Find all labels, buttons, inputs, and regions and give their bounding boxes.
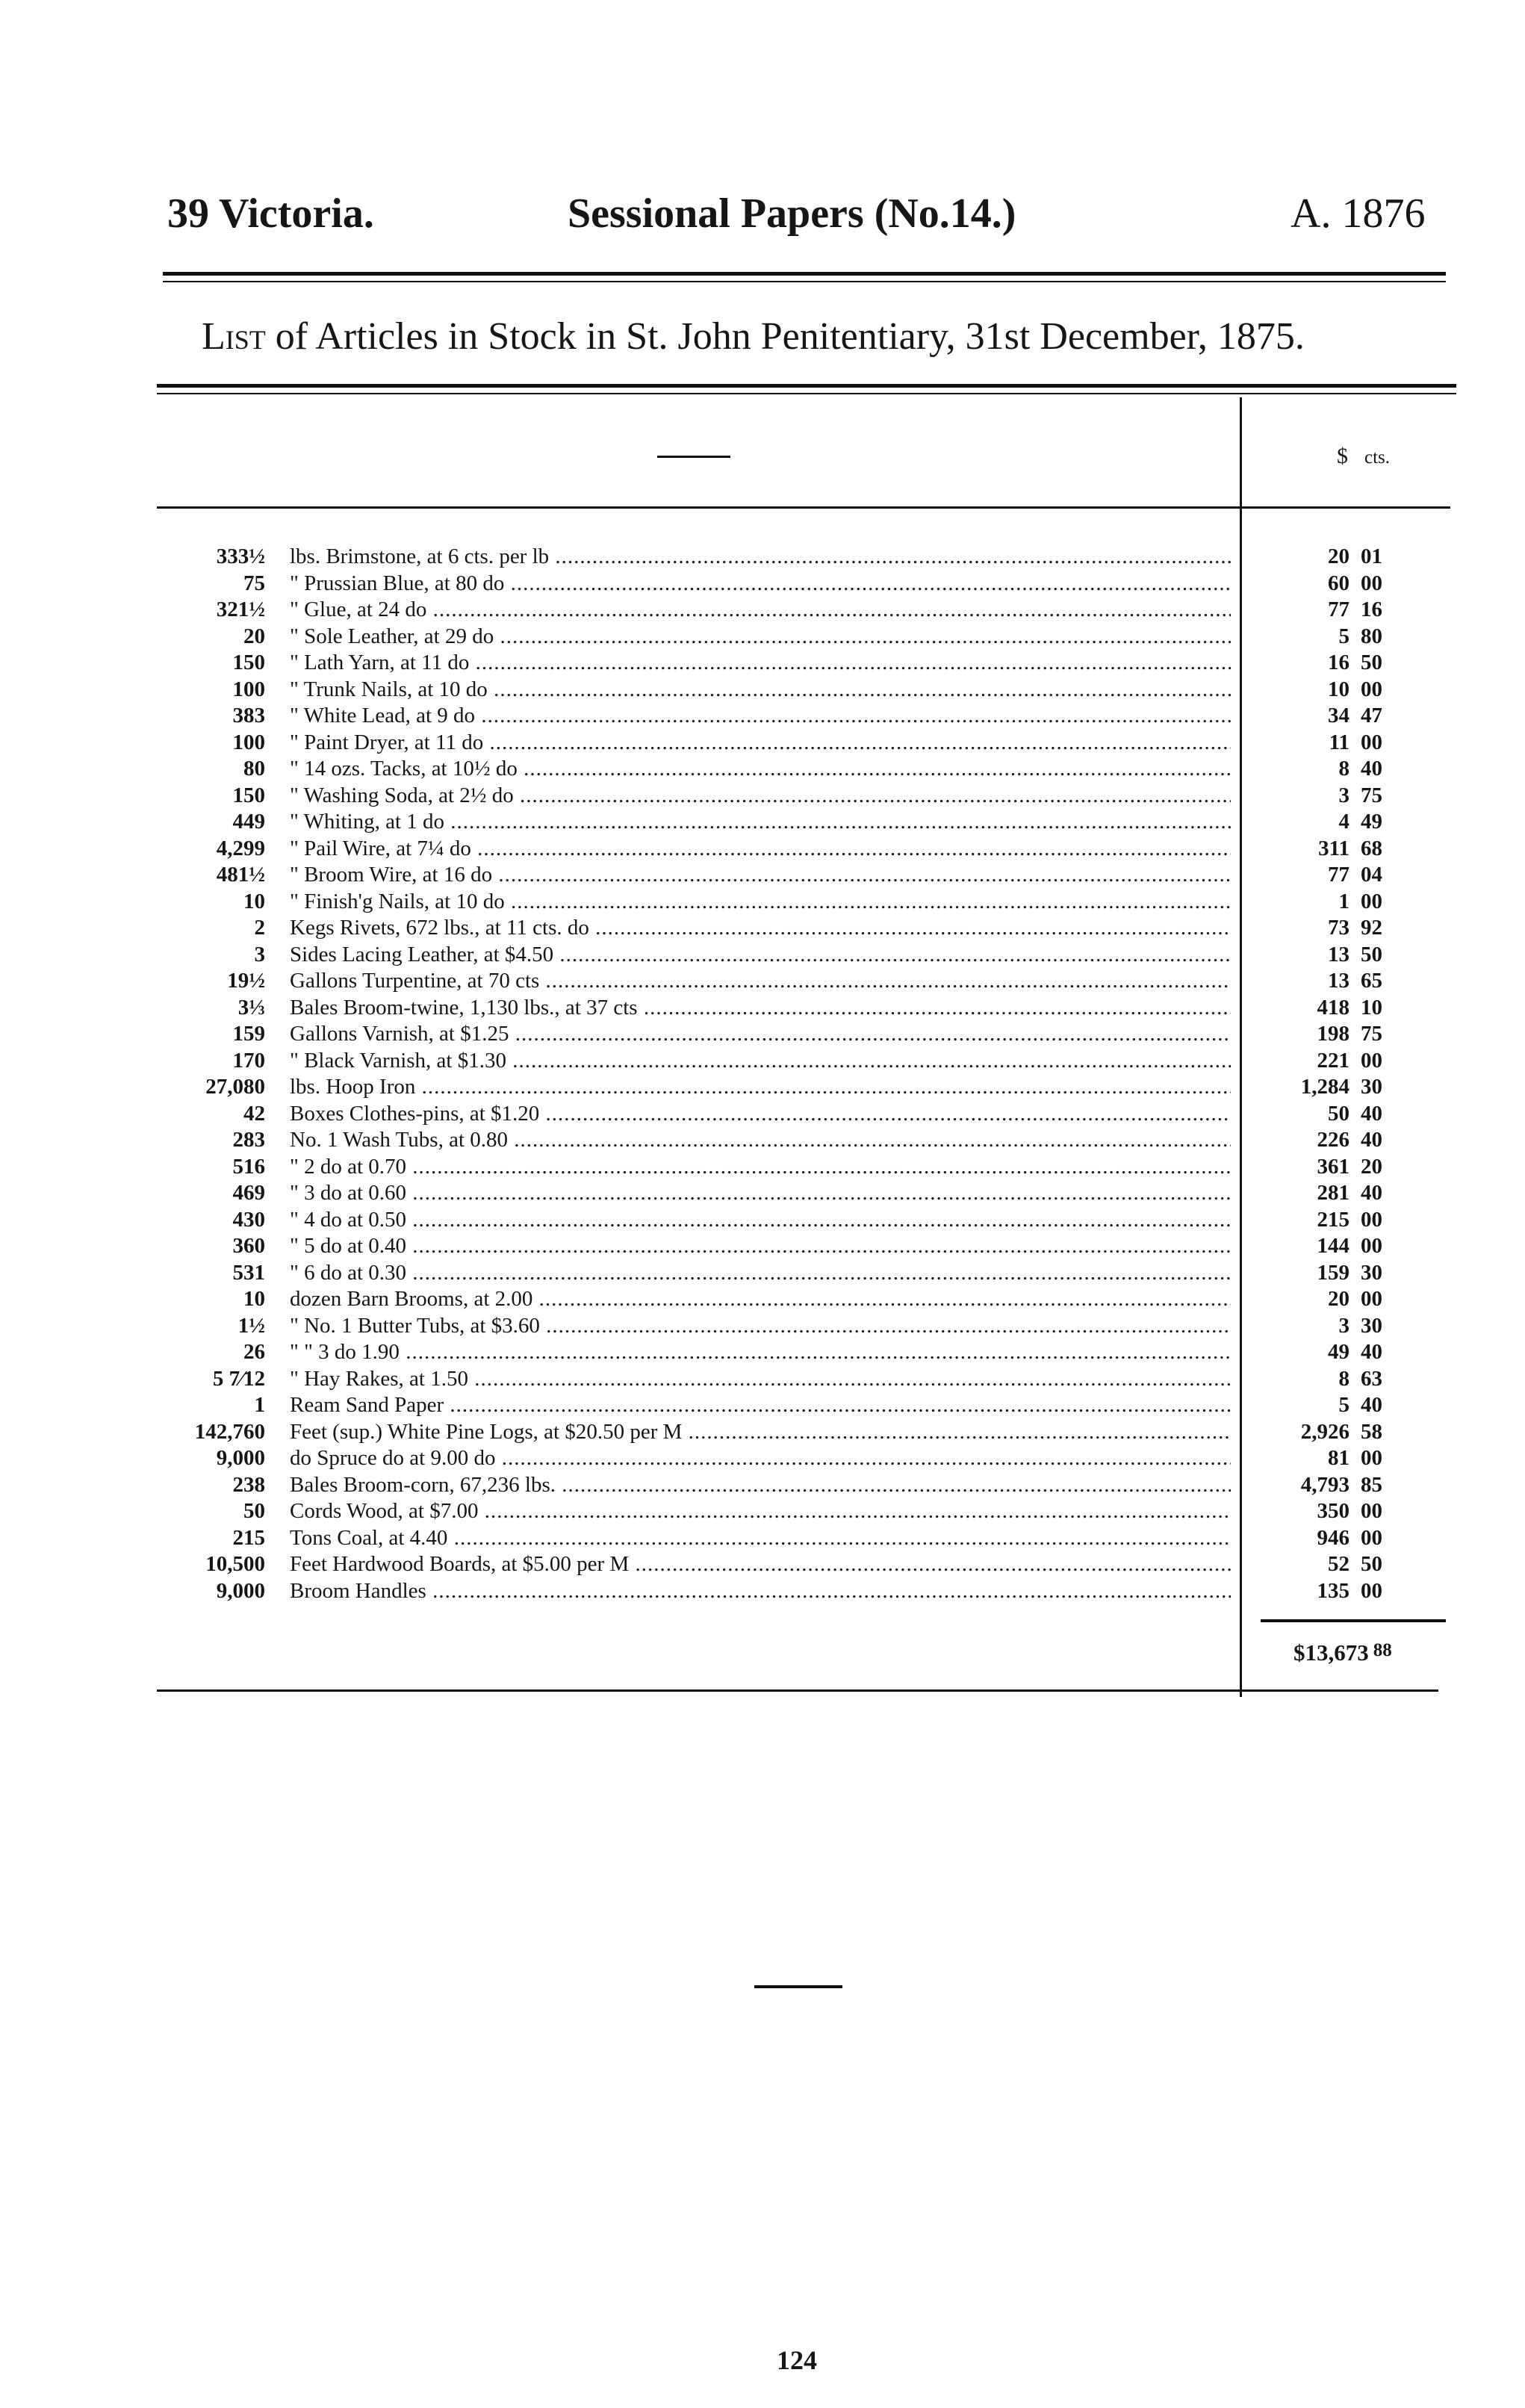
item-dollars: 226 [1317, 1128, 1349, 1152]
page-number: 124 [777, 2345, 817, 2375]
item-cents: 00 [1361, 1287, 1382, 1311]
list-item [0, 756, 1464, 781]
item-description: Gallons Turpentine, at 70 cts ..... [290, 968, 1231, 993]
item-cents: 00 [1361, 1499, 1382, 1523]
item-quantity: 321½ [216, 598, 265, 621]
item-quantity: 75 [243, 571, 265, 595]
item-description: Sides Lacing Leather, at $4.50 ..... [290, 942, 1231, 967]
item-quantity: 430 [232, 1208, 265, 1232]
item-description: Bales Broom-corn, 67,236 lbs. ..... [290, 1472, 1231, 1498]
total-rule [1261, 1619, 1446, 1622]
item-dollars: 4,793 [1300, 1473, 1349, 1497]
item-quantity: 42 [243, 1102, 265, 1126]
item-quantity: 100 [232, 730, 265, 754]
item-description: do Spruce do at 9.00 do ..... [290, 1445, 1231, 1471]
item-dollars: 16 [1328, 651, 1349, 674]
item-dollars: 49 [1328, 1340, 1349, 1364]
item-quantity: 1 [254, 1393, 265, 1417]
item-dollars: 20 [1328, 1287, 1349, 1311]
grand-total-cents: 88 [1373, 1640, 1392, 1660]
item-dollars: 34 [1328, 704, 1349, 727]
item-dollars: 5 [1338, 624, 1349, 648]
item-description: " Lath Yarn, at 11 do ..... [290, 650, 1231, 675]
item-dollars: 311 [1318, 837, 1349, 860]
list-item [0, 995, 1464, 1020]
list-item [0, 730, 1464, 755]
list-item [0, 1498, 1464, 1524]
list-item [0, 1074, 1464, 1099]
header-rule-thin [163, 281, 1446, 282]
list-item [0, 809, 1464, 834]
item-description: " Finish'g Nails, at 10 do ..... [290, 889, 1231, 914]
item-description: Kegs Rivets, 672 lbs., at 11 cts. do ..... [290, 915, 1231, 940]
item-dollars: 4 [1338, 810, 1349, 834]
list-item [0, 1313, 1464, 1338]
item-description: Cords Wood, at $7.00 ..... [290, 1498, 1231, 1524]
item-dollars: 3 [1338, 1314, 1349, 1338]
item-quantity: 1½ [237, 1314, 265, 1338]
item-cents: 00 [1361, 1234, 1382, 1258]
list-item [0, 1180, 1464, 1205]
list-item [0, 1101, 1464, 1126]
item-description: " 2 do at 0.70 ..... [290, 1154, 1231, 1179]
item-cents: 40 [1361, 1181, 1382, 1205]
item-description: " Pail Wire, at 7¼ do ..... [290, 836, 1231, 861]
item-cents: 30 [1361, 1314, 1382, 1338]
item-quantity: 19½ [227, 969, 265, 993]
item-description: " 6 do at 0.30 ..... [290, 1260, 1231, 1285]
item-description: " Trunk Nails, at 10 do ..... [290, 677, 1231, 702]
header-volume: 39 Victoria. [167, 190, 374, 237]
list-item [0, 1048, 1464, 1073]
item-dollars: 11 [1329, 730, 1349, 754]
item-description: " 5 do at 0.40 ..... [290, 1233, 1231, 1259]
title-rest: of Articles in Stock in St. John Penitentiary, 31st December, 1875. [265, 315, 1305, 358]
item-description: Broom Handles ..... [290, 1578, 1231, 1604]
item-quantity: 215 [232, 1526, 265, 1550]
item-cents: 40 [1361, 1128, 1382, 1152]
list-item [0, 1419, 1464, 1445]
list-item [0, 1339, 1464, 1365]
list-item [0, 1260, 1464, 1285]
item-dollars: 77 [1328, 863, 1349, 887]
list-item [0, 836, 1464, 861]
list-item [0, 1207, 1464, 1232]
item-cents: 04 [1361, 863, 1382, 887]
item-cents: 65 [1361, 969, 1382, 993]
item-description: " 14 ozs. Tacks, at 10½ do ..... [290, 756, 1231, 781]
item-quantity: 360 [232, 1234, 265, 1258]
list-item [0, 544, 1464, 569]
item-description: " No. 1 Butter Tubs, at $3.60 ..... [290, 1313, 1231, 1338]
item-dollars: 73 [1328, 916, 1349, 940]
item-description: " Black Varnish, at $1.30 ..... [290, 1048, 1231, 1073]
document-title [202, 317, 1305, 356]
list-item [0, 889, 1464, 914]
list-item [0, 862, 1464, 887]
item-quantity: 10,500 [205, 1552, 265, 1576]
list-item [0, 624, 1464, 649]
item-dollars: 135 [1317, 1579, 1349, 1603]
item-quantity: 283 [232, 1128, 265, 1152]
item-cents: 00 [1361, 571, 1382, 595]
item-quantity: 50 [243, 1499, 265, 1523]
item-quantity: 481½ [216, 863, 265, 887]
item-cents: 40 [1361, 757, 1382, 781]
item-dollars: 1,284 [1300, 1075, 1349, 1099]
list-item [0, 915, 1464, 940]
item-cents: 30 [1361, 1261, 1382, 1285]
item-quantity: 142,760 [194, 1420, 265, 1444]
item-cents: 50 [1361, 1552, 1382, 1576]
item-dollars: 77 [1328, 598, 1349, 621]
list-item [0, 703, 1464, 728]
item-quantity: 20 [243, 624, 265, 648]
item-dollars: 50 [1328, 1102, 1349, 1126]
item-description: " Hay Rakes, at 1.50 ..... [290, 1366, 1231, 1391]
title-lead: List [202, 315, 266, 358]
item-description: " Paint Dryer, at 11 do ..... [290, 730, 1231, 755]
list-item [0, 1551, 1464, 1577]
list-item [0, 571, 1464, 596]
list-item [0, 597, 1464, 622]
item-dollars: 144 [1317, 1234, 1349, 1258]
item-cents: 75 [1361, 1022, 1382, 1046]
item-description: Feet (sup.) White Pine Logs, at $20.50 per M ..... [290, 1419, 1231, 1445]
item-description: Tons Coal, at 4.40 ..... [290, 1525, 1231, 1551]
item-dollars: 1 [1338, 890, 1349, 913]
grand-total-dollars: $13,673 [1293, 1639, 1369, 1666]
item-quantity: 2 [254, 916, 265, 940]
item-quantity: 9,000 [216, 1446, 265, 1470]
item-cents: 10 [1361, 996, 1382, 1020]
item-cents: 00 [1361, 1049, 1382, 1073]
item-dollars: 281 [1317, 1181, 1349, 1205]
item-cents: 49 [1361, 810, 1382, 834]
item-quantity: 10 [243, 890, 265, 913]
item-dollars: 13 [1328, 943, 1349, 966]
grand-total [1293, 1641, 1392, 1664]
item-description: " Glue, at 24 do ..... [290, 597, 1231, 622]
item-quantity: 100 [232, 677, 265, 701]
item-quantity: 80 [243, 757, 265, 781]
list-item [0, 1233, 1464, 1259]
list-item [0, 1154, 1464, 1179]
header-year: A. 1876 [1290, 190, 1426, 237]
title-rule-thin [157, 393, 1456, 394]
item-dollars: 946 [1317, 1526, 1349, 1550]
item-description: " Washing Soda, at 2½ do ..... [290, 783, 1231, 808]
item-cents: 58 [1361, 1420, 1382, 1444]
item-quantity: 3 [254, 943, 265, 966]
item-description: " 4 do at 0.50 ..... [290, 1207, 1231, 1232]
item-description: No. 1 Wash Tubs, at 0.80 ..... [290, 1127, 1231, 1152]
item-cents: 00 [1361, 730, 1382, 754]
header-sessional-papers: Sessional Papers (No.14.) [568, 190, 1016, 237]
footer-dash [754, 1985, 842, 1988]
item-quantity: 333½ [216, 544, 265, 568]
list-item [0, 1445, 1464, 1471]
item-dollars: 60 [1328, 571, 1349, 595]
item-cents: 40 [1361, 1102, 1382, 1126]
item-dollars: 13 [1328, 969, 1349, 993]
item-quantity: 26 [243, 1340, 265, 1364]
item-description: Boxes Clothes-pins, at $1.20 ..... [290, 1101, 1231, 1126]
item-dollars: 198 [1317, 1022, 1349, 1046]
item-quantity: 4,299 [216, 837, 265, 860]
item-description: " Prussian Blue, at 80 do ..... [290, 571, 1231, 596]
item-description: Bales Broom-twine, 1,130 lbs., at 37 cts ..... [290, 995, 1231, 1020]
item-dollars: 8 [1338, 757, 1349, 781]
item-cents: 50 [1361, 651, 1382, 674]
column-header-cents: cts. [1364, 447, 1391, 468]
item-cents: 00 [1361, 890, 1382, 913]
list-item [0, 1286, 1464, 1312]
list-item [0, 968, 1464, 993]
item-dollars: 52 [1328, 1552, 1349, 1576]
item-quantity: 516 [232, 1155, 265, 1179]
item-description: Gallons Varnish, at $1.25 ..... [290, 1021, 1231, 1046]
item-quantity: 469 [232, 1181, 265, 1205]
item-description: dozen Barn Brooms, at 2.00 ..... [290, 1286, 1231, 1312]
item-dollars: 418 [1317, 996, 1349, 1020]
item-quantity: 9,000 [216, 1579, 265, 1603]
list-item [0, 650, 1464, 675]
item-dollars: 159 [1317, 1261, 1349, 1285]
item-quantity: 531 [232, 1261, 265, 1285]
item-description: lbs. Hoop Iron ..... [290, 1074, 1231, 1099]
item-description: Ream Sand Paper ..... [290, 1392, 1231, 1418]
item-quantity: 238 [232, 1473, 265, 1497]
item-dollars: 350 [1317, 1499, 1349, 1523]
item-description: " 3 do at 0.60 ..... [290, 1180, 1231, 1205]
item-cents: 85 [1361, 1473, 1382, 1497]
list-item [0, 677, 1464, 702]
item-cents: 40 [1361, 1340, 1382, 1364]
item-cents: 40 [1361, 1393, 1382, 1417]
item-quantity: 449 [232, 810, 265, 834]
header-rule-thick [163, 272, 1446, 276]
item-cents: 00 [1361, 1208, 1382, 1232]
item-cents: 63 [1361, 1367, 1382, 1391]
item-cents: 00 [1361, 1446, 1382, 1470]
item-dollars: 361 [1317, 1155, 1349, 1179]
item-dollars: 2,926 [1300, 1420, 1349, 1444]
item-dollars: 81 [1328, 1446, 1349, 1470]
item-cents: 68 [1361, 837, 1382, 860]
item-description: " White Lead, at 9 do ..... [290, 703, 1231, 728]
item-quantity: 27,080 [205, 1075, 265, 1099]
item-cents: 92 [1361, 916, 1382, 940]
item-quantity: 150 [232, 651, 265, 674]
list-item [0, 942, 1464, 967]
list-item [0, 1366, 1464, 1391]
item-dollars: 8 [1338, 1367, 1349, 1391]
list-item [0, 1578, 1464, 1604]
item-quantity: 10 [243, 1287, 265, 1311]
item-cents: 16 [1361, 598, 1382, 621]
item-description: " " 3 do 1.90 ..... [290, 1339, 1231, 1365]
item-quantity: 3⅓ [237, 996, 265, 1020]
item-quantity: 383 [232, 704, 265, 727]
item-quantity: 170 [232, 1049, 265, 1073]
item-quantity: 5 7⁄12 [212, 1367, 265, 1391]
item-dollars: 20 [1328, 544, 1349, 568]
list-item [0, 1392, 1464, 1418]
item-cents: 00 [1361, 677, 1382, 701]
item-cents: 01 [1361, 544, 1382, 568]
column-header-rule [157, 506, 1450, 509]
item-cents: 80 [1361, 624, 1382, 648]
item-dollars: 215 [1317, 1208, 1349, 1232]
item-description: Feet Hardwood Boards, at $5.00 per M ..... [290, 1551, 1231, 1577]
bottom-rule [157, 1689, 1438, 1692]
item-dollars: 3 [1338, 783, 1349, 807]
item-cents: 20 [1361, 1155, 1382, 1179]
list-item [0, 1525, 1464, 1551]
item-description: " Sole Leather, at 29 do ..... [290, 624, 1231, 649]
list-item [0, 1021, 1464, 1046]
item-cents: 50 [1361, 943, 1382, 966]
item-quantity: 159 [232, 1022, 265, 1046]
list-item [0, 1472, 1464, 1498]
item-description: " Whiting, at 1 do ..... [290, 809, 1231, 834]
item-description: lbs. Brimstone, at 6 cts. per lb ..... [290, 544, 1231, 569]
column-header-dollar: $ [1337, 444, 1348, 468]
item-cents: 00 [1361, 1526, 1382, 1550]
column-header-money [1337, 445, 1390, 468]
list-item [0, 783, 1464, 808]
item-dollars: 221 [1317, 1049, 1349, 1073]
item-description: " Broom Wire, at 16 do ..... [290, 862, 1231, 887]
item-dollars: 10 [1328, 677, 1349, 701]
item-dollars: 5 [1338, 1393, 1349, 1417]
title-rule-thick [157, 384, 1456, 388]
column-header-dash [657, 456, 730, 458]
item-cents: 00 [1361, 1579, 1382, 1603]
item-cents: 47 [1361, 704, 1382, 727]
item-cents: 75 [1361, 783, 1382, 807]
item-cents: 30 [1361, 1075, 1382, 1099]
list-item [0, 1127, 1464, 1152]
item-quantity: 150 [232, 783, 265, 807]
